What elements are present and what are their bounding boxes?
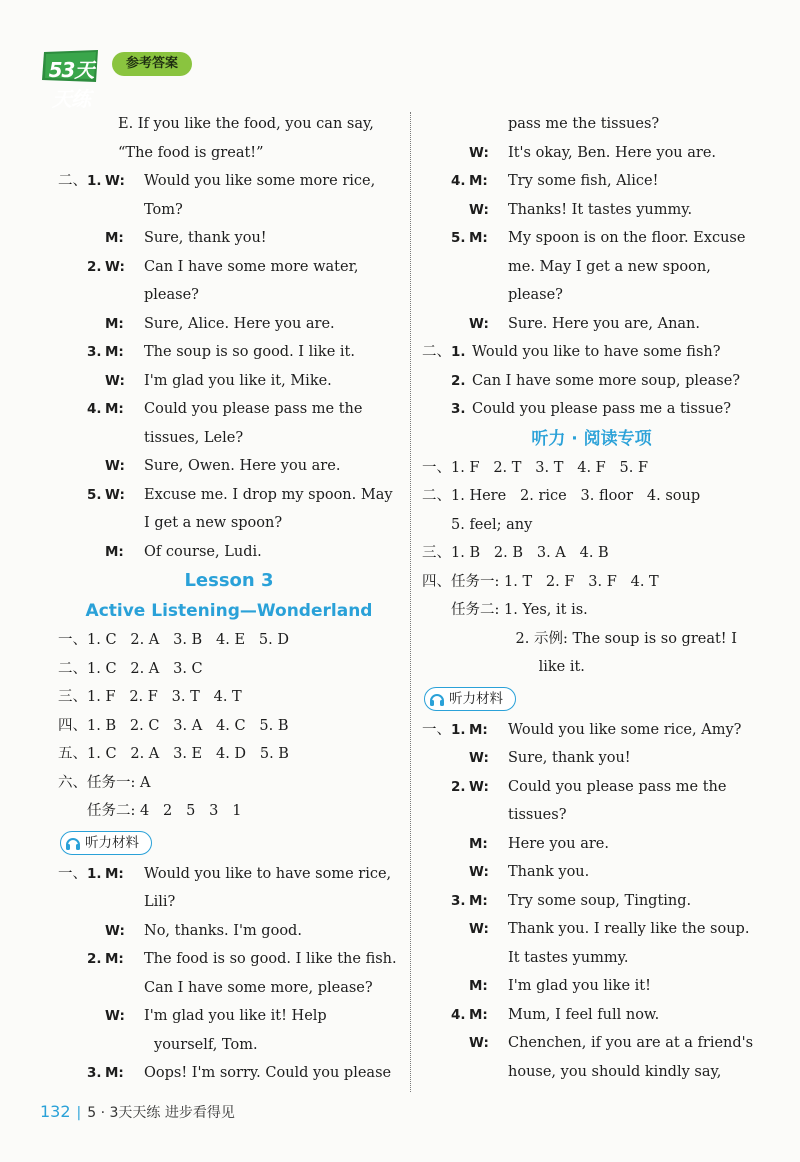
listening-material-badge: [60, 831, 152, 855]
text-line: [424, 773, 759, 802]
line-text: tissues, Lele?: [144, 429, 244, 446]
line-text: I'm glad you like it! Help: [144, 1008, 327, 1024]
text-line: [424, 858, 759, 887]
speaker-label: M:: [105, 315, 124, 332]
answer-text: like it.: [451, 659, 585, 675]
answer-line: [424, 539, 759, 568]
text-line: [424, 972, 759, 1001]
speaker-label: M:: [105, 865, 124, 882]
badge-label: 听力材料: [449, 690, 503, 707]
section-label: 一、: [422, 459, 451, 476]
item-number: 5.: [87, 486, 102, 503]
answer-text: 1. B 2. C 3. A 4. C 5. B: [87, 717, 289, 734]
line-text: I get a new spoon?: [144, 515, 283, 531]
text-line: [424, 1029, 759, 1058]
text-line: [424, 1058, 759, 1087]
item-number: 2.: [87, 951, 102, 967]
text-line: [424, 196, 759, 225]
item-number: 3.: [451, 401, 466, 417]
speaker-label: W:: [469, 778, 489, 795]
text-line: [60, 424, 398, 453]
answer-text: 1. C 2. A 3. B 4. E 5. D: [87, 632, 289, 648]
line-text: It's okay, Ben. Here you are.: [508, 144, 717, 161]
text-line: [424, 1001, 759, 1030]
text-line: [424, 801, 759, 830]
text-line: [424, 944, 759, 973]
text-line: [60, 452, 398, 481]
line-text: Can I have some more, please?: [144, 979, 373, 996]
text-line: [424, 744, 759, 773]
text-line: [60, 917, 398, 946]
text-line: [60, 1002, 398, 1031]
line-text: Thank you.: [508, 864, 590, 880]
speaker-label: W:: [469, 864, 489, 880]
right-column: [424, 110, 759, 1086]
answer-text: 2. 示例: The soup is so great! I: [451, 630, 737, 647]
footer-text: 5 · 3天天练 进步看得见: [87, 1105, 235, 1121]
text-line: [60, 253, 398, 282]
line-text: The soup is so good. I like it.: [144, 344, 355, 360]
speaker-label: W:: [469, 201, 489, 218]
speaker-label: M:: [469, 835, 488, 852]
text-line: [60, 1031, 398, 1060]
line-text: Sure, Owen. Here you are.: [144, 458, 341, 474]
text-line: [424, 110, 759, 139]
right-dialogue-block: [424, 110, 759, 424]
answer-text: 5. feel; any: [451, 516, 533, 533]
text-line: [60, 338, 398, 367]
listening-material-row: [60, 826, 398, 860]
item-number: 2.: [451, 372, 466, 389]
text-line: [60, 367, 398, 396]
answer-line: [60, 740, 398, 769]
text-line: [60, 538, 398, 567]
answer-line: [60, 769, 398, 798]
line-text: pass me the tissues?: [508, 116, 660, 132]
section-label: 二、: [422, 344, 451, 360]
answer-text: 1. C 2. A 3. E 4. D 5. B: [87, 746, 289, 762]
line-text: Could you please pass me the: [508, 778, 727, 795]
listening-material-row: [424, 682, 759, 716]
section-label: 二、: [58, 173, 87, 189]
line-text: Here you are.: [508, 835, 609, 852]
answer-line: [60, 655, 398, 684]
speaker-label: M:: [469, 892, 488, 909]
line-text: Thanks! It tastes yummy.: [508, 201, 693, 218]
line-text: Would you like to have some rice,: [144, 865, 392, 882]
section-label: 三、: [58, 689, 87, 705]
answer-line: [60, 712, 398, 741]
line-text: Thank you. I really like the soup.: [508, 921, 750, 937]
section-title: 听力 · 阅读专项: [531, 428, 652, 449]
lesson-title: Lesson 3: [184, 570, 274, 591]
text-line: [60, 395, 398, 424]
column-divider: [410, 112, 411, 1092]
answer-text: 1. B 2. B 3. A 4. B: [451, 545, 609, 561]
listening-material-badge: [424, 687, 516, 711]
answer-key-badge: 参考答案: [112, 52, 192, 76]
line-text: Could you please pass me the: [144, 401, 363, 417]
speaker-label: M:: [469, 173, 488, 189]
line-text: “The food is great!”: [118, 144, 264, 161]
text-line: [60, 224, 398, 253]
line-text: Chenchen, if you are at a friend's: [508, 1035, 754, 1051]
text-line: [60, 1059, 398, 1088]
lesson-subtitle: Active Listening—Wonderland: [85, 601, 373, 621]
line-text: My spoon is on the floor. Excuse: [508, 230, 746, 246]
line-text: me. May I get a new spoon,: [508, 258, 711, 275]
line-text: Lili?: [144, 894, 176, 910]
line-text: Sure, thank you!: [144, 230, 267, 246]
text-line: [60, 888, 398, 917]
answer-line: [424, 625, 759, 654]
speaker-label: M:: [105, 230, 124, 246]
text-line: [60, 310, 398, 339]
line-text: Tom?: [144, 201, 183, 218]
speaker-label: W:: [469, 144, 489, 161]
line-text: Mum, I feel full now.: [508, 1006, 660, 1023]
line-text: Would you like some more rice,: [144, 173, 376, 189]
answer-line: [60, 797, 398, 826]
answer-text: 1. Here 2. rice 3. floor 4. soup: [451, 488, 701, 504]
text-line: [424, 281, 759, 310]
page-header: [40, 44, 760, 111]
speaker-label: M:: [469, 721, 488, 738]
section-label: 四、: [422, 573, 451, 590]
left-answers: [60, 626, 398, 826]
section-label: 五、: [58, 746, 87, 762]
speaker-label: W:: [105, 258, 125, 275]
logo-text: 53天天练: [48, 58, 94, 111]
speaker-label: W:: [469, 750, 489, 766]
right-answers: [424, 454, 759, 682]
footer-separator: |: [76, 1105, 82, 1121]
line-text: E. If you like the food, you can say,: [118, 116, 374, 132]
speaker-label: W:: [469, 1035, 489, 1051]
text-line: [60, 860, 398, 889]
section-label: 六、: [58, 774, 87, 791]
text-line: [60, 139, 398, 168]
page-number: 132: [40, 1102, 71, 1121]
item-number: 5.: [451, 230, 466, 246]
speaker-label: M:: [105, 1065, 124, 1081]
speaker-label: W:: [105, 458, 125, 474]
answer-text: 任务一: 1. T 2. F 3. F 4. T: [451, 573, 659, 590]
section-label: 一、: [58, 865, 87, 882]
line-text: It tastes yummy.: [508, 949, 629, 966]
text-line: [424, 395, 759, 424]
answer-line: [424, 653, 759, 682]
badge-label: 听力材料: [85, 834, 139, 851]
text-line: [424, 338, 759, 367]
text-line: [424, 716, 759, 745]
text-line: [60, 509, 398, 538]
line-text: No, thanks. I'm good.: [144, 922, 302, 939]
section-label: 三、: [422, 545, 451, 561]
page-footer: [40, 1100, 235, 1124]
speaker-label: M:: [469, 1006, 488, 1023]
answer-text: 任务二: 1. Yes, it is.: [451, 602, 588, 618]
text-line: [424, 887, 759, 916]
section-label: 一、: [422, 721, 451, 738]
text-line: [60, 196, 398, 225]
answer-text: 任务二: 4 2 5 3 1: [87, 803, 242, 819]
speaker-label: M:: [105, 951, 124, 967]
text-line: [424, 830, 759, 859]
text-line: [60, 974, 398, 1003]
line-text: Sure, thank you!: [508, 750, 631, 766]
line-text: Sure. Here you are, Anan.: [508, 315, 700, 332]
line-text: Sure, Alice. Here you are.: [144, 315, 335, 332]
text-line: [424, 167, 759, 196]
text-line: [424, 253, 759, 282]
item-number: 3.: [87, 344, 102, 360]
answer-line: [424, 511, 759, 540]
speaker-label: W:: [105, 372, 125, 389]
section-label: 二、: [58, 660, 87, 677]
line-text: Try some soup, Tingting.: [508, 892, 692, 909]
answer-line: [424, 482, 759, 511]
item-number: 3.: [451, 892, 466, 909]
answer-text: 1. F 2. F 3. T 4. T: [87, 689, 242, 705]
item-number: 2.: [87, 258, 102, 275]
line-text: please?: [508, 287, 563, 303]
section-label: 四、: [58, 717, 87, 734]
answer-text: 1. F 2. T 3. T 4. F 5. F: [451, 459, 649, 476]
left-transcript-block: [60, 860, 398, 1088]
answer-line: [424, 596, 759, 625]
text-line: [424, 310, 759, 339]
speaker-label: W:: [469, 315, 489, 332]
section-label: 一、: [58, 632, 87, 648]
text-line: [60, 481, 398, 510]
line-text: Could you please pass me a tissue?: [472, 401, 731, 417]
item-number: 1.: [87, 173, 102, 189]
text-line: [424, 367, 759, 396]
left-column: [60, 110, 398, 1088]
item-number: 4.: [87, 401, 102, 417]
headphones-icon: [65, 836, 81, 850]
line-text: Of course, Ludi.: [144, 543, 262, 560]
answer-line: [424, 454, 759, 483]
line-text: I'm glad you like it!: [508, 978, 651, 994]
answer-text: 任务一: A: [87, 774, 151, 791]
text-line: [60, 945, 398, 974]
headphones-icon: [429, 692, 445, 706]
line-text: Excuse me. I drop my spoon. May: [144, 486, 393, 503]
line-text: Can I have some more soup, please?: [472, 372, 741, 389]
speaker-label: M:: [469, 230, 488, 246]
item-number: 3.: [87, 1065, 102, 1081]
speaker-label: M:: [469, 978, 488, 994]
line-text: Would you like some rice, Amy?: [508, 721, 742, 738]
speaker-label: W:: [105, 173, 125, 189]
item-number: 4.: [451, 173, 466, 189]
line-text: Would you like to have some fish?: [472, 344, 721, 360]
left-dialogue-block: [60, 110, 398, 566]
speaker-label: M:: [105, 401, 124, 417]
line-text: house, you should kindly say,: [508, 1063, 722, 1080]
answer-text: 1. C 2. A 3. C: [87, 660, 203, 677]
speaker-label: W:: [105, 486, 125, 503]
text-line: [60, 281, 398, 310]
line-text: please?: [144, 287, 199, 303]
text-line: [424, 224, 759, 253]
speaker-label: W:: [105, 1008, 125, 1024]
answer-line: [424, 568, 759, 597]
item-number: 1.: [451, 344, 466, 360]
text-line: [424, 139, 759, 168]
answer-line: [60, 626, 398, 655]
text-line: [424, 915, 759, 944]
line-text: Can I have some more water,: [144, 258, 359, 275]
item-number: 4.: [451, 1006, 466, 1023]
section-label: 二、: [422, 488, 451, 504]
line-text: Try some fish, Alice!: [508, 173, 659, 189]
line-text: I'm glad you like it, Mike.: [144, 372, 332, 389]
text-line: [60, 110, 398, 139]
item-number: 1.: [451, 721, 466, 738]
line-text: yourself, Tom.: [154, 1036, 258, 1053]
item-number: 2.: [451, 778, 466, 795]
line-text: tissues?: [508, 807, 567, 823]
speaker-label: M:: [105, 543, 124, 560]
item-number: 1.: [87, 865, 102, 882]
speaker-label: W:: [105, 922, 125, 939]
text-line: [60, 167, 398, 196]
line-text: The food is so good. I like the fish.: [144, 951, 397, 967]
answer-line: [60, 683, 398, 712]
speaker-label: M:: [105, 344, 124, 360]
line-text: Oops! I'm sorry. Could you please: [144, 1065, 392, 1081]
speaker-label: W:: [469, 921, 489, 937]
right-transcript-block: [424, 716, 759, 1087]
logo: [40, 48, 102, 111]
